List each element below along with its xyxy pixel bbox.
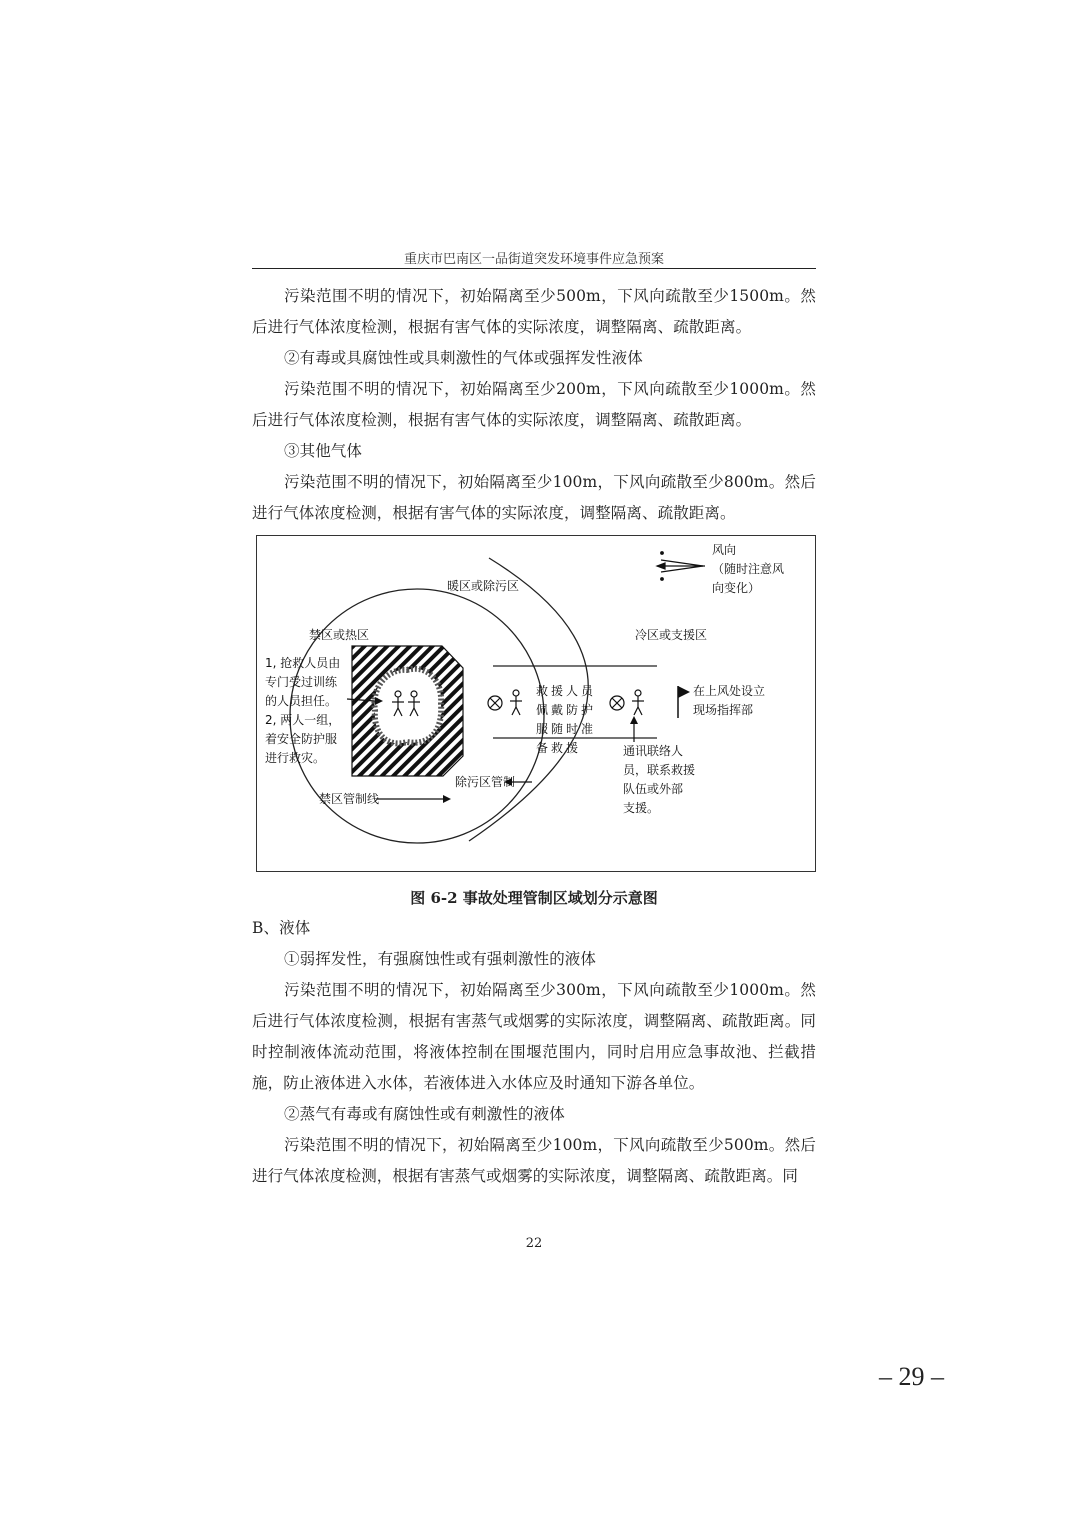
paragraph-liquid-2: 污染范围不明的情况下，初始隔离至少100m，下风向疏散至少500m。然后进行气体浓度检测，根据有害蒸气或烟雾的实际浓度，调整隔离、疏散距离。同 [252, 1136, 816, 1185]
command-post-label: 在上风处设立 现场指挥部 [693, 684, 766, 717]
paragraph-liquid-1-heading: ①弱挥发性，有强腐蚀性或有强刺激性的液体 [284, 950, 597, 968]
hot-zone-notes: 1, 抢救人员由 专门受过训练 的人员担任。 2, 两人一组， 着安全防护服 进行救灾。 [265, 656, 341, 765]
inner-page-number: 22 [525, 1236, 543, 1251]
checkpoint-icon-1 [488, 696, 502, 710]
warm-zone-label: 暖区或除污区 [447, 579, 520, 593]
control-zone-diagram [256, 535, 816, 872]
paragraph-liquid-2-heading: ②蒸气有毒或有腐蚀性或有刺激性的液体 [284, 1105, 565, 1123]
document-header: 重庆市巴南区一品街道突发环境事件应急预案 [403, 252, 664, 267]
command-flag-icon [678, 686, 690, 718]
hot-zone-label: 禁区或热区 [309, 628, 370, 642]
paragraph-gas-3-heading: ③其他气体 [284, 442, 363, 460]
hot-zone-control-line-label: 禁区管制线 [319, 792, 380, 806]
header-rule [252, 268, 816, 269]
decontamination-control-label: 除污区管制 [455, 775, 516, 789]
wind-direction-icon [657, 552, 705, 581]
communication-notes: 通讯联络人 员，联系救援 队伍或外部 支援。 [623, 744, 696, 815]
figure-caption: 图 6-2 事故处理管制区域划分示意图 [410, 889, 658, 907]
outer-page-number: – 29 – [879, 1362, 944, 1391]
cold-zone-label: 冷区或支援区 [635, 628, 708, 642]
paragraph-gas-3: 污染范围不明的情况下，初始隔离至少100m，下风向疏散至少800m。然后进行气体浓度检测，根据有害气体的实际浓度，调整隔离、疏散距离。 [252, 473, 816, 522]
rescue-notes: 救援人员 佩戴防护 服随时准 备救援 [536, 684, 597, 755]
spill-area [374, 669, 441, 744]
rescuer-cold-zone-icon [632, 690, 644, 715]
paragraph-gas-2-heading: ②有毒或具腐蚀性或具刺激性的气体或强挥发性液体 [284, 349, 643, 367]
paragraph-gas-2: 污染范围不明的情况下，初始隔离至少200m，下风向疏散至少1000m。然后进行气体浓度检测，根据有害气体的实际浓度，调整隔离、疏散距离。 [252, 380, 816, 429]
checkpoint-icon-2 [610, 696, 624, 710]
paragraph-gas-1: 污染范围不明的情况下，初始隔离至少500m，下风向疏散至少1500m。然后进行气体浓度检测，根据有害气体的实际浓度，调整隔离、疏散距离。 [252, 287, 816, 336]
wind-direction-label: 风向 （随时注意风 向变化） [712, 543, 785, 595]
paragraph-liquid-1: 污染范围不明的情况下，初始隔离至少300m，下风向疏散至少1000m。然后进行气体浓度检测，根据有害蒸气或烟雾的实际浓度，调整隔离、疏散距离。同时控制液体流动范围，将液体控制在围堰范围内，同时启用应急事故池、拦截措施，防止液体进入水体，若液体进入水体应及时通知下游各单位。 [252, 981, 816, 1092]
section-liquid-heading: B、液体 [252, 919, 311, 937]
rescuer-warm-zone-icon [510, 690, 522, 715]
